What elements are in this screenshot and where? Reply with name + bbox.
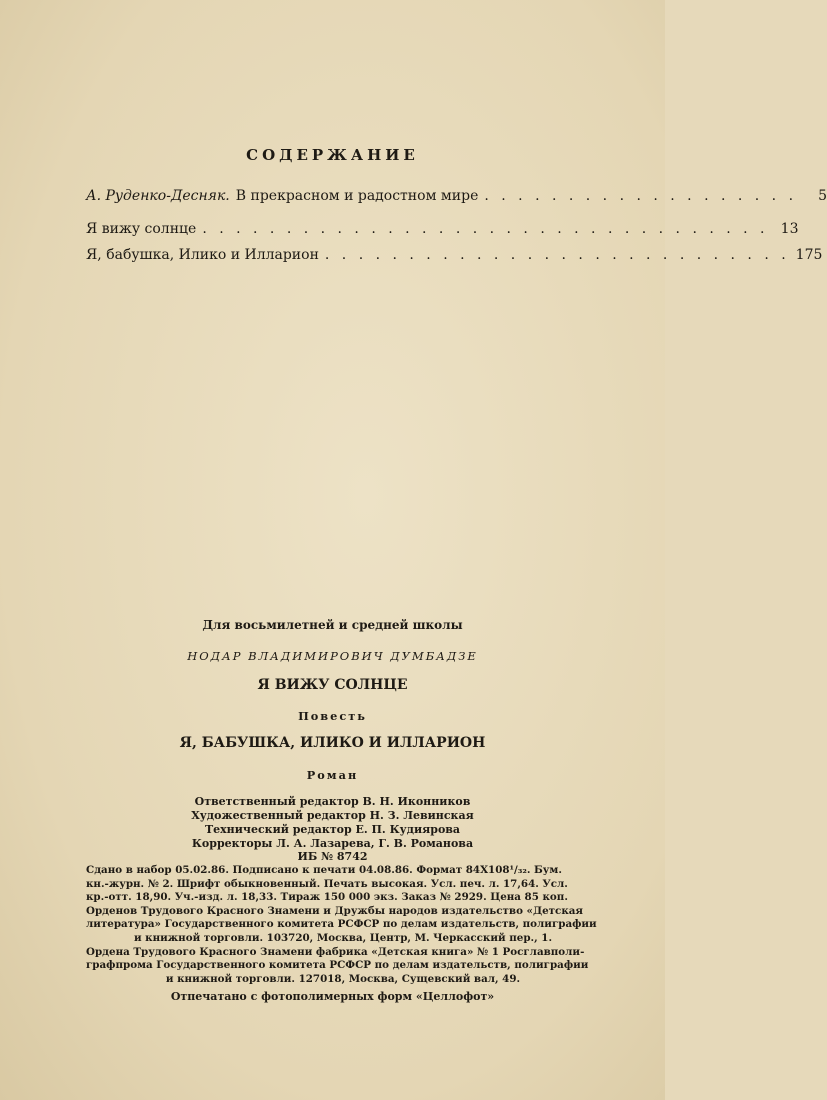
book-title-2: Я, БАБУШКА, ИЛИКО И ИЛЛАРИОН — [179, 735, 486, 751]
details-line: и книжной торговли. 127018, Москва, Сущевский вал, 49. — [165, 972, 521, 985]
details-line: кн.-журн. № 2. Шрифт обыкновенный. Печать высокая. Усл. печ. л. 17,64. Усл. — [86, 877, 568, 890]
toc-entry[interactable] — [86, 188, 827, 208]
toc-heading: СОДЕРЖАНИЕ — [246, 146, 419, 164]
toc-entry-page: 175 — [795, 247, 823, 263]
details-line: Орденов Трудового Красного Знамени и Дружбы народов издательство «Детская — [86, 904, 584, 917]
toc-leader-dots: . . . . . . . . . . . . . . . . . . . . . . . . . . . . . . . . . . — [202, 221, 769, 237]
toc-entry[interactable] — [86, 221, 799, 241]
toc-leader-dots: . . . . . . . . . . . . . . . . . . . . . . . . . . . . — [324, 247, 790, 263]
details-line: кр.-отт. 18,90. Уч.-изд. л. 18,33. Тираж 150 000 экз. Заказ № 2929. Цена 85 коп. — [86, 891, 568, 904]
staff-line: Художественный редактор Н. З. Левинская — [191, 809, 474, 822]
details-line: Сдано в набор 05.02.86. Подписано к печати 04.08.86. Формат 84Х108¹/₃₂. Бум. — [86, 864, 562, 876]
staff-line: Технический редактор Е. П. Кудиярова — [204, 823, 461, 836]
ib-number: ИБ № 8742 — [297, 850, 368, 863]
printed-by-note: Отпечатано с фотополимерных форм «Целлофот» — [170, 990, 495, 1003]
toc-entry-author: А. Руденко-Десняк. — [86, 188, 230, 204]
publication-details — [86, 864, 600, 986]
toc-entry-title: Я вижу солнце — [86, 221, 197, 237]
toc-entry[interactable] — [86, 247, 823, 267]
details-line: графпрома Государственного комитета РСФСР по делам издательств, полиграфии — [86, 959, 589, 972]
details-line: литература» Государственного комитета РСФСР по делам издательств, полиграфии — [86, 918, 597, 931]
toc-entry-page: 5 — [818, 188, 827, 204]
book-title-1: Я ВИЖУ СОЛНЦЕ — [257, 677, 408, 693]
details-line: Ордена Трудового Красного Знамени фабрика «Детская книга» № 1 Росглавполи- — [86, 945, 585, 958]
audience-note: Для восьмилетней и средней школы — [202, 618, 463, 632]
details-line: и книжной торговли. 103720, Москва, Центр, М. Черкасский пер., 1. — [133, 931, 553, 944]
toc-entry-title: Я, бабушка, Илико и Илларион — [86, 247, 319, 263]
genre-2: Роман — [306, 768, 359, 782]
toc-leader-dots: . . . . . . . . . . . . . . . . . . . — [484, 188, 798, 204]
genre-1: Повесть — [298, 709, 367, 723]
toc-entry-page: 13 — [780, 221, 799, 237]
staff-line: Ответственный редактор В. Н. Иконников — [194, 795, 471, 808]
author-fullname: НОДАР ВЛАДИМИРОВИЧ ДУМБАДЗЕ — [187, 649, 478, 663]
toc-entry-title: В прекрасном и радостном мире — [235, 188, 479, 204]
staff-line: Корректоры Л. А. Лазарева, Г. В. Романова — [191, 837, 474, 850]
